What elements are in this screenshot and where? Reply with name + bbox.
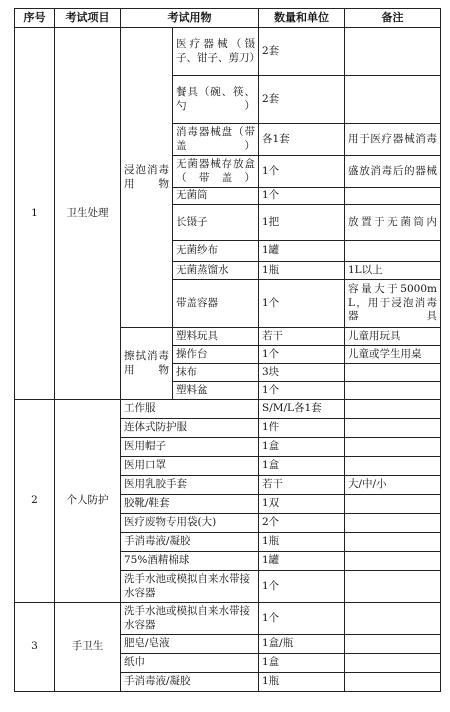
item-note: 儿童用玩具: [345, 328, 441, 346]
header-project: 考试项目: [55, 9, 121, 28]
item-qty: 各1套: [259, 124, 345, 156]
item-qty: 1瓶: [259, 262, 345, 280]
item-name: 餐具（碗、筷、勺）: [173, 76, 259, 124]
item-qty: 2套: [259, 76, 345, 124]
item-name: 洗手水池或模拟自来水带接水容器: [121, 603, 259, 635]
item-name: 医疗器械（镊子、钳子、剪刀）: [173, 28, 259, 76]
item-name: 塑料盆: [173, 382, 259, 400]
item-name: 胶靴/鞋套: [121, 495, 259, 514]
item-name: 纸巾: [121, 654, 259, 673]
section-number: 3: [15, 603, 55, 692]
item-note: [345, 571, 441, 603]
table-row: [15, 28, 441, 76]
item-note: [345, 188, 441, 205]
item-qty: 1个: [259, 280, 345, 328]
item-qty: 若干: [259, 328, 345, 346]
item-name: 无菌器械存放盒（带盖）: [173, 156, 259, 188]
section-project: 卫生处理: [55, 28, 121, 400]
item-note: [345, 28, 441, 76]
group-name: 擦拭消毒用物: [121, 328, 173, 400]
item-name: 医用口罩: [121, 457, 259, 476]
item-note: 用于医疗器械消毒: [345, 124, 441, 156]
item-qty: 1盒: [259, 438, 345, 457]
document-page: [14, 8, 441, 692]
item-note: [345, 76, 441, 124]
section-number: 2: [15, 400, 55, 603]
item-note: [345, 654, 441, 673]
item-note: [345, 533, 441, 552]
item-name: 连体式防护服: [121, 419, 259, 438]
item-qty: 1把: [259, 205, 345, 241]
item-note: [345, 514, 441, 533]
section-project: 个人防护: [55, 400, 121, 603]
item-qty: 1罐: [259, 241, 345, 262]
item-qty: 1盒/瓶: [259, 635, 345, 654]
item-note: [345, 603, 441, 635]
section-number: 1: [15, 28, 55, 400]
section-project: 手卫生: [55, 603, 121, 692]
header-items: 考试用物: [121, 9, 259, 28]
item-note: 容量大于5000mL，用于浸泡消毒器具: [345, 280, 441, 328]
item-qty: 1瓶: [259, 533, 345, 552]
item-name: 消毒器械盘（带盖）: [173, 124, 259, 156]
item-qty: 1瓶: [259, 673, 345, 692]
item-qty: S/M/L各1套: [259, 400, 345, 419]
item-name: 塑料玩具: [173, 328, 259, 346]
item-note: [345, 419, 441, 438]
item-name: 无菌纱布: [173, 241, 259, 262]
item-qty: 若干: [259, 476, 345, 495]
item-qty: 1个: [259, 346, 345, 364]
item-name: 工作服: [121, 400, 259, 419]
item-name: 抹布: [173, 364, 259, 382]
item-qty: 1个: [259, 571, 345, 603]
item-note: 大/中/小: [345, 476, 441, 495]
item-name: 操作台: [173, 346, 259, 364]
header-note: 备注: [345, 9, 441, 28]
table-row: [15, 603, 441, 635]
item-note: [345, 552, 441, 571]
item-name: 医疗废物专用袋(大): [121, 514, 259, 533]
item-note: [345, 495, 441, 514]
item-qty: 2套: [259, 28, 345, 76]
item-note: [345, 241, 441, 262]
item-note: [345, 364, 441, 382]
item-qty: 1件: [259, 419, 345, 438]
item-note: [345, 438, 441, 457]
item-note: [345, 635, 441, 654]
item-name: 洗手水池或模拟自来水带接水容器: [121, 571, 259, 603]
item-name: 医用乳胶手套: [121, 476, 259, 495]
item-name: 长镊子: [173, 205, 259, 241]
item-qty: 2个: [259, 514, 345, 533]
item-note: [345, 673, 441, 692]
item-qty: 3块: [259, 364, 345, 382]
item-note: 1L以上: [345, 262, 441, 280]
header-qty: 数量和单位: [259, 9, 345, 28]
group-name: 浸泡消毒用物: [121, 28, 173, 328]
item-name: 手消毒液/凝胶: [121, 533, 259, 552]
item-qty: 1盒: [259, 654, 345, 673]
item-qty: 1双: [259, 495, 345, 514]
item-name: 75%酒精棉球: [121, 552, 259, 571]
header-row: [15, 9, 441, 28]
item-note: [345, 457, 441, 476]
item-qty: 1个: [259, 156, 345, 188]
item-name: 医用帽子: [121, 438, 259, 457]
item-name: 带盖容器: [173, 280, 259, 328]
item-name: 肥皂/皂液: [121, 635, 259, 654]
item-qty: 1个: [259, 188, 345, 205]
item-note: [345, 382, 441, 400]
header-no: 序号: [15, 9, 55, 28]
equipment-table: [14, 8, 441, 692]
item-qty: 1个: [259, 603, 345, 635]
item-name: 手消毒液/凝胶: [121, 673, 259, 692]
item-qty: 1个: [259, 382, 345, 400]
item-qty: 1盒: [259, 457, 345, 476]
item-note: 盛放消毒后的器械: [345, 156, 441, 188]
item-qty: 1罐: [259, 552, 345, 571]
item-note: 儿童或学生用桌: [345, 346, 441, 364]
item-note: 放置于无菌筒内: [345, 205, 441, 241]
item-note: [345, 400, 441, 419]
item-name: 无菌蒸馏水: [173, 262, 259, 280]
item-name: 无菌筒: [173, 188, 259, 205]
table-row: [15, 400, 441, 419]
